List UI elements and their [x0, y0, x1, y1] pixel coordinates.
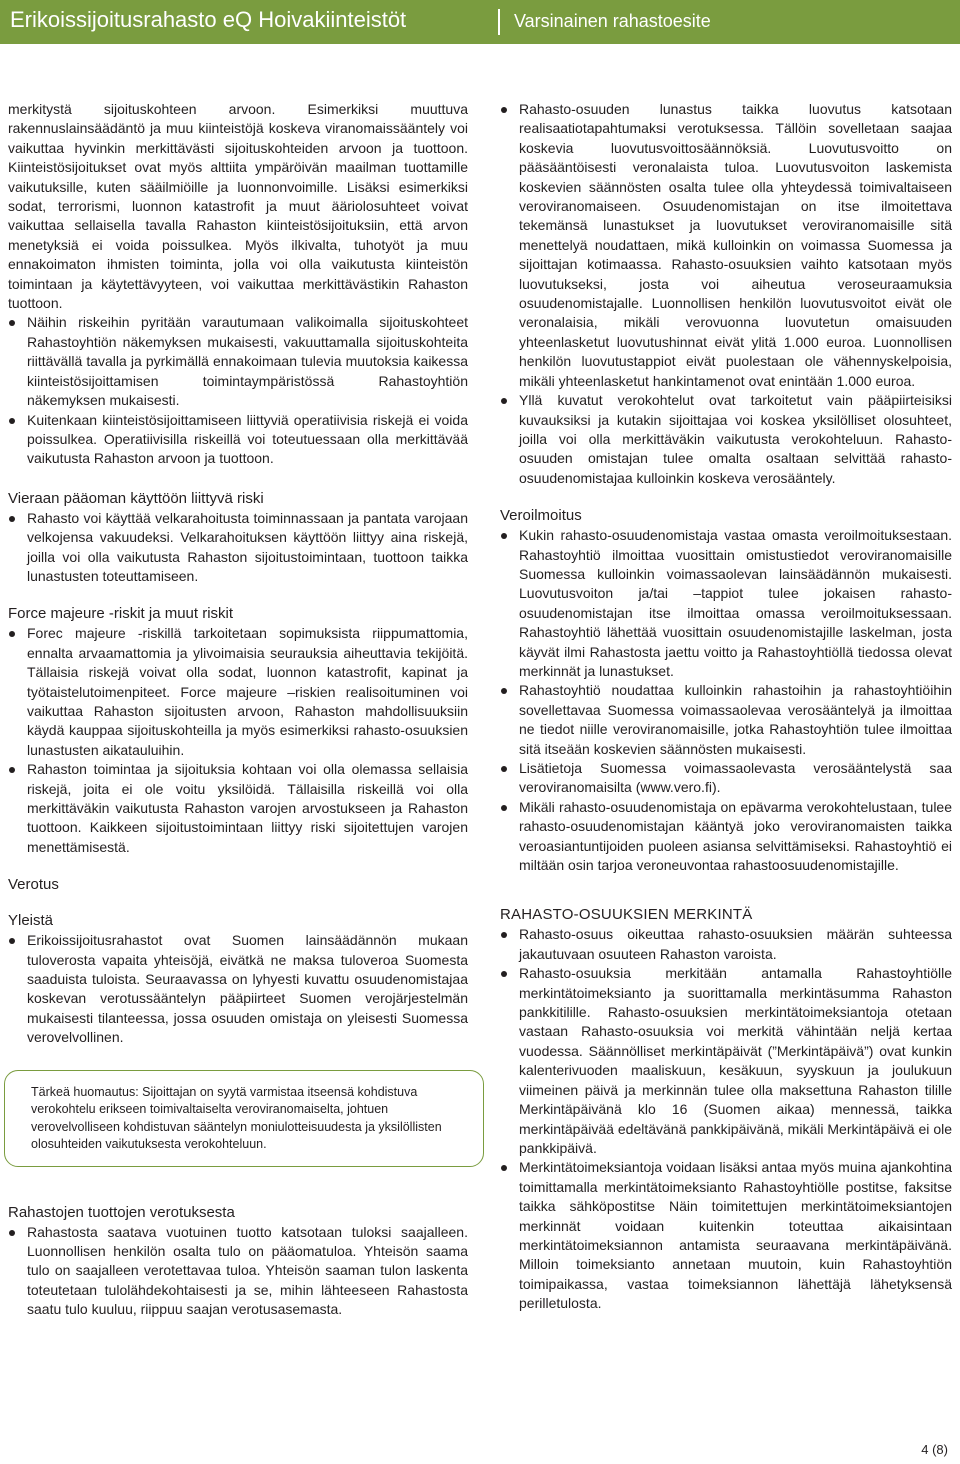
note-text: Tärkeä huomautus: Sijoittajan on syytä varmistaa itseensä kohdistuva verokohtelu erikseen toimivaltaiselta veroviranomaiselta, johtuen verovelvolliseen kohdistuvan sääntelyn moniulotteisuudesta ja yksilöllisten olosuhteiden vaikutuksesta verokohteluun.	[31, 1084, 442, 1152]
bullet-list-vieras	[8, 509, 468, 587]
section-heading-merkinta: RAHASTO-OSUUKSIEN MERKINTÄ	[500, 906, 753, 924]
list-item: Rahasto-osuus oikeuttaa rahasto-osuuksien määrän suhteessa jakautuvaan osuuteen Rahaston varoista.	[500, 925, 952, 964]
right-column	[500, 100, 952, 1314]
section-heading-yleista: Yleistä	[8, 912, 54, 930]
document-subtitle: Varsinainen rahastoesite	[514, 11, 711, 31]
section-heading-verotus: Verotus	[8, 876, 59, 894]
page-number: 4 (8)	[921, 1442, 948, 1457]
document-title: Erikoissijoitusrahasto eQ Hoivakiinteistöt	[10, 7, 407, 32]
header-divider	[498, 9, 500, 35]
header-bar	[0, 0, 960, 44]
list-item: Rahastoyhtiö noudattaa kulloinkin rahastoihin ja rahastoyhtiöihin sovellettavaa Suomessa voimassaolevaa verosääntelyä ja ilmoittaa ne tiedot niille veroviranomaisille, jotka Rahastoyhtiön tulee ilmoittaa sitä itseään koskevien säännösten mukaisesti.	[500, 681, 952, 759]
list-item: Rahasto-osuuden lunastus taikka luovutus katsotaan realisaatiotapahtumaksi verotuksessa. Tällöin sovelletaan saajaa koskevia luovutusvoittosäännöksiä. Luovutusvoitto on pääsääntöisesti veronalaista tuloa. Luovutusvoiton laskemista koskevien säännösten osalta tulee olla yhteydessä toimivaltaiseen veroviranomaiseen. Osuudenomistajan on itse ilmoitettava tekemänsä lunastukset ja luovutukset veroviranomaisille sitä menettelyä noudattaen, mikä kulloinkin on voimassa Suomessa ja sijoittajan kotimaassa. Rahasto-osuuksien vaihto katsotaan myös luovutukseksi, josta voi aiheutua veroseuraamuksia osuudenomistajalle. Luonnollisen henkilön luovutusvoitot eivät ole veronalaisia, mikäli verovuonna luovutetun omaisuuden yhteenlasketut luovutushinnat eivät ylitä 1.000 euroa. Luonnollisen henkilön luovutustappiot eivät puolestaan ole vähennyskelpoisia, mikäli yhteenlasketut hankintamenot ovat enintään 1.000 euroa.	[500, 100, 952, 391]
list-item: Kukin rahasto-osuudenomistaja vastaa omasta veroilmoituksestaan. Rahastoyhtiö ilmoittaa vuosittain omistustiedot veroviranomaisille Suomessa kulloinkin voimassaolevan lainsäädännön mukaisesti. Luovutusvoiton ja/tai –tappiot tulee jokaisen rahasto-osuudenomistajan itse ilmoittaa omassa veroilmoituksessaan. Rahastoyhtiö lähettää vuosittain osuudenomistajille laskelman, josta käyvät ilmi Rahastosta jaettu voitto ja Rahastoyhtiöllä tiedossa olevat merkinnät ja lunastukset.	[500, 526, 952, 681]
bullet-list-yleista	[8, 931, 468, 1047]
list-item: Kuitenkaan kiinteistösijoittamiseen liittyviä operatiivisia riskejä ei voida poissulkea. Operatiivisilla riskeillä voi toteutuessaan olla merkittävää vaikutusta Rahaston arvoon ja tuottoon.	[8, 411, 468, 469]
paragraph-operative-risks: merkitystä sijoituskohteen arvoon. Esimerkiksi muuttuva rakennuslainsäädäntö ja muu kiinteistöjä koskeva viranomaissääntely voi vaikuttaa hyvinkin merkittävästi sijoituskohteiden arvoon ja tuottoon. Kiinteistösijoitukset ovat myös alttiita ympäröivän maailman tuottamille vaikutuksille, kuten sääilmiöille ja luonnonvoimille. Lisäksi esimerkiksi sodat, terrorismi, luonnon katastrofit ja muut ääriolosuhteet voivat vaikuttaa sellaisella tavalla Rahaston kiinteistösijoituksiin, että arvon menetyksiä ei voida poissulkea. Myös ilkivalta, tuhotyöt ja muu ennakoimaton ihmisten toiminta, jolla voi olla vaikutusta kiinteistön toimintaan ja käytettävyyteen, voi vaikuttaa merkittävästikin Rahaston tuottoon.	[8, 101, 468, 312]
list-item: Yllä kuvatut verokohtelut ovat tarkoitetut vain pääpiirteisiksi kuvauksiksi ja kutakin sijoittajaa voi koskea yksilölliset olosuhteet, joilla voi olla merkittäväkin vaikutusta verokohteluun. Rahasto-osuuden omistajan tulee omalta osaltaan selvittää rahasto-osuudenomistajaa kulloinkin koskeva verosääntely.	[500, 391, 952, 488]
bullet-list-merkinta	[500, 925, 952, 1313]
bullet-list-veroilmoitus	[500, 526, 952, 875]
left-column	[8, 100, 468, 1320]
list-item: Rahastosta saatava vuotuinen tuotto katsotaan tuloksi saajalleen. Luonnollisen henkilön osalta tulo on pääomatuloa. Yhteisön saama tulo on saajalleen verotettavaa tuloa. Yhteisön saaman tulon laskenta toteutetaan tulolähdekohtaisesti ja se, mihin lähteeseen Rahastosta saatu tulo kuuluu, riippuu saajan verotusasemasta.	[8, 1223, 468, 1320]
list-item: Forec majeure -riskillä tarkoitetaan sopimuksista riippumattomia, ennalta arvaamattomia ja ylivoimaisia seurauksia aiheuttavia tekijöitä. Tällaisia riskejä voivat olla sodat, luonnon katastrofit, kapinat ja työtaistelutoimenpiteet. Force majeure –riskien realisoituminen voi vaikuttaa Rahaston sijoitusten arvoon, Rahaston mahdollisuuksiin käydä kauppaa sijoituskohteilla ja myös esimerkiksi rahasto-osuuksien lunastusten aikatauluihin.	[8, 624, 468, 760]
bullet-list-operative	[8, 313, 468, 468]
list-item: Merkintätoimeksiantoja voidaan lisäksi antaa myös muina ajankohtina toimittamalla merkintätoimeksianto Rahastoyhtiölle postitse, faksitse taikka sähköpostitse Näin toimitettujen merkintätoimeksiantojen merkinnät voidaan kuitenkin toteuttaa aikaisintaan merkintätoimeksiannon antamista seuraavana merkintäpäivänä. Milloin toimeksianto annetaan muutoin, kuin Rahastoyhtiön toimipaikassa, vastaa toimeksiannon lähettäjä lähetyksensä perilletulosta.	[500, 1158, 952, 1313]
bullet-list-luovutus	[500, 100, 952, 488]
list-item: Erikoissijoitusrahastot ovat Suomen lainsäädännön mukaan tuloverosta vapaita yhteisöjä, eivätkä ne maksa tuloveroa Suomesta saaduista tuloista. Seuraavassa on lyhyesti kuvattu osuudenomistajaa koskevan verotussääntelyn pääpiirteet Suomen verojärjestelmän mukaisesti tilanteessa, jossa osuuden omistaja on yleisesti Suomessa verovelvollinen.	[8, 931, 468, 1047]
important-note-box	[4, 1070, 484, 1167]
section-heading-tuotot: Rahastojen tuottojen verotuksesta	[8, 1203, 235, 1221]
bullet-list-force	[8, 624, 468, 857]
section-heading-veroilmoitus: Veroilmoitus	[500, 507, 582, 525]
bullet-list-tuotot	[8, 1223, 468, 1320]
list-item: Rahaston toimintaa ja sijoituksia kohtaan voi olla olemassa sellaisia riskejä, joita ei ole voitu yksilöidä. Tällaisilla riskeillä voi olla merkittäväkin vaikutusta Rahaston varojen arvostukseen ja Rahaston tuottoon. Kaikkeen sijoitustoimintaan liittyy riski sijoitettujen varojen menettämisestä.	[8, 760, 468, 857]
list-item: Näihin riskeihin pyritään varautumaan valikoimalla sijoituskohteet Rahastoyhtiön näkemyksen mukaisesti, vakuuttamalla sijoituskohteita riittävällä tavalla ja pyrkimällä ennakoimaan tulevia muutoksia kaikessa kiinteistösijoittamisen toimintaympäristössä Rahastoyhtiön näkemyksen mukaisesti.	[8, 313, 468, 410]
list-item: Mikäli rahasto-osuudenomistaja on epävarma verokohtelustaan, tulee rahasto-osuudenomistajan kääntyä joko veroviranomaisten taikka veroasiantuntijoiden puoleen asiansa selvittämiseksi. Rahastoyhtiö ei miltään osin tarjoa veroneuvontaa rahastoosuudenomistajille.	[500, 798, 952, 876]
list-item: Rahasto-osuuksia merkitään antamalla Rahastoyhtiölle merkintätoimeksianto ja suorittamalla merkintäsumma Rahaston pankkitilille. Rahasto-osuuksien merkintätoimeksiantoja otetaan vastaan Rahasto-osuuksia voi merkitä vähintään neljä kertaa vuodessa. Säännölliset merkintäpäivät (”Merkintäpäivä”) ovat kunkin kalenterivuoden maaliskuun, kesäkuun, syyskuun ja joulukuun viimeinen päivä ja merkinnän tulee olla maksettuna Rahaston tilille Merkintäpäivänä klo 16 (Suomen aikaa) mennessä, taikka merkintäpäivää edeltävänä pankkipäivänä, mikäli Merkintäpäivä ei ole pankkipäivä.	[500, 964, 952, 1158]
section-heading-vieras: Vieraan pääoman käyttöön liittyvä riski	[8, 489, 264, 507]
section-heading-force: Force majeure -riskit ja muut riskit	[8, 605, 234, 623]
list-item: Rahasto voi käyttää velkarahoitusta toiminnassaan ja pantata varojaan velkojensa vakuudeksi. Velkarahoituksen käyttöön liittyy aina riskejä, joilla voi olla vaikutusta Rahaston sijoitustoimintaan, tuottoon taikka lunastusten toteuttamiseen.	[8, 509, 468, 587]
list-item: Lisätietoja Suomessa voimassaolevasta verosääntelystä saa veroviranomaisilta (www.vero.fi).	[500, 759, 952, 798]
